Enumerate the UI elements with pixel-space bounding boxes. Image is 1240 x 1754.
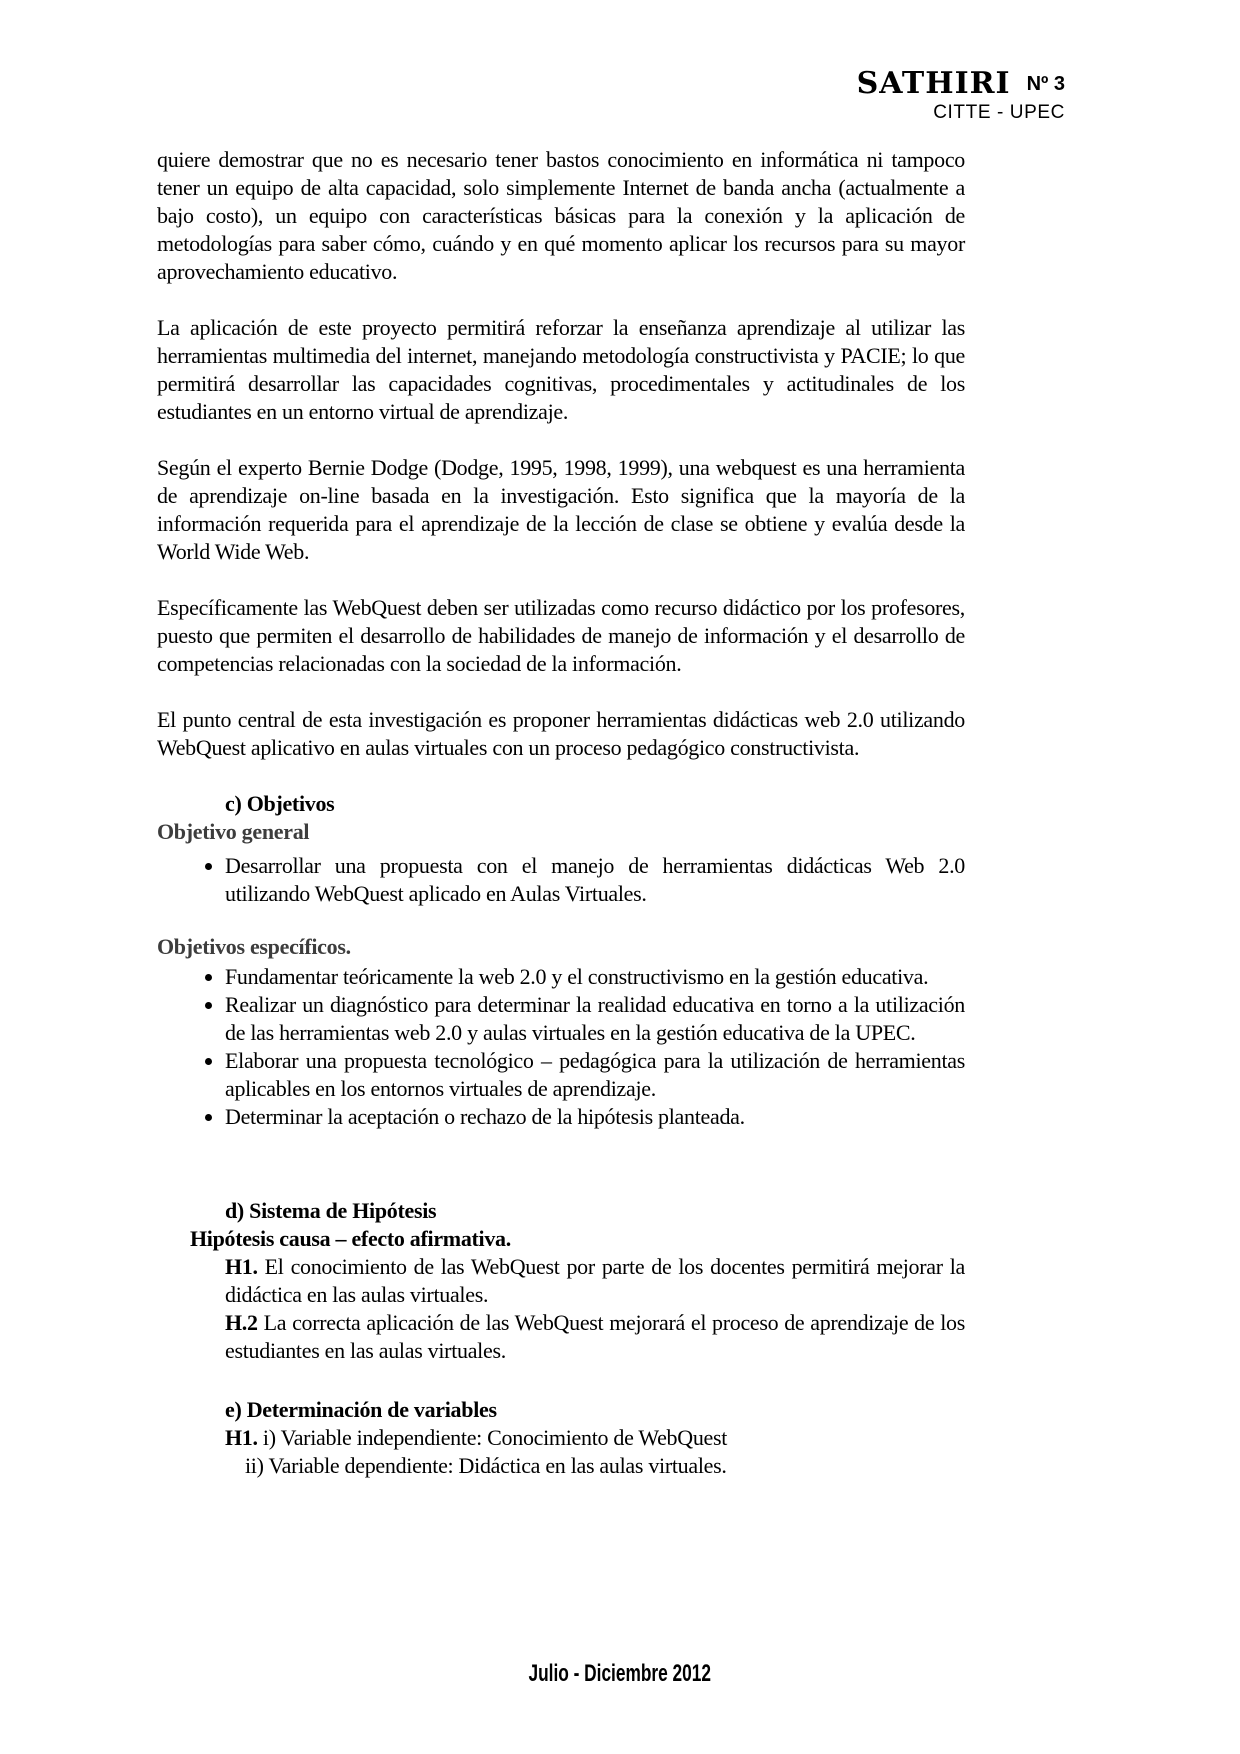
body-paragraph: El punto central de esta investigación es proponer herramientas didácticas web 2.0 utilizando WebQuest aplicativo en aulas virtuales con un proceso pedagógico constructivista. (157, 707, 965, 760)
journal-issue-number: Nº 3 (1026, 73, 1065, 95)
hypothesis-h1-text: El conocimiento de las WebQuest por parte de los docentes permitirá mejorar la didáctica en las aulas virtuales. (225, 1254, 965, 1307)
subheading-objetivo-general: Objetivo general (157, 819, 310, 844)
body-paragraph: quiere demostrar que no es necesario tener bastos conocimiento en informática ni tampoco tener un equipo de alta capacidad, solo simplemente Internet de banda ancha (actualmente a bajo costo), un equipo con características básicas para la conexión y la aplicación de metodologías para saber cómo, cuándo y en qué momento aplicar los recursos para su mayor aprovechamiento educativo. (157, 147, 965, 284)
section-heading-hipotesis: d) Sistema de Hipótesis (225, 1198, 437, 1223)
objective-general-list (157, 852, 965, 908)
hypothesis-h2-text: La correcta aplicación de las WebQuest mejorará el proceso de aprendizaje de los estudiantes en las aulas virtuales. (225, 1310, 965, 1363)
body-paragraph: Específicamente las WebQuest deben ser utilizadas como recurso didáctico por los profesores, puesto que permiten el desarrollo de habilidades de manejo de información y el desarrollo de competencias relacionadas con la sociedad de la información. (157, 595, 965, 676)
page-footer (0, 1660, 1240, 1688)
list-item: • Desarrollar una propuesta con el manejo de herramientas didácticas Web 2.0 utilizando WebQuest aplicado en Aulas Virtuales. (225, 852, 965, 908)
page-header (857, 66, 1065, 124)
hypothesis-h1-label: H1. (225, 1254, 258, 1279)
hypothesis-h1 (225, 1253, 965, 1309)
body-paragraph: La aplicación de este proyecto permitirá reforzar la enseñanza aprendizaje al utilizar las herramientas multimedia del internet, manejando metodología constructivista y PACIE; lo que permitirá desarrollar las capacidades cognitivas, procedimentales y actitudinales de los estudiantes en un entorno virtual de aprendizaje. (157, 315, 965, 424)
variable-h1-label: H1. (225, 1425, 258, 1450)
document-body (157, 146, 965, 1480)
journal-title-line (857, 66, 1065, 101)
body-paragraph: Según el experto Bernie Dodge (Dodge, 1995, 1998, 1999), una webquest es una herramienta de aprendizaje on-line basada en la investigación. Esto significa que la mayoría de la información requerida para el aprendizaje de la lección de clase se obtiene y evalúa desde la World Wide Web. (157, 455, 965, 564)
organization-name: CITTE - UPEC (933, 102, 1065, 123)
variable-dependiente-text: ii) Variable dependiente: Didáctica en las aulas virtuales. (245, 1453, 727, 1478)
variable-independiente-text: i) Variable independiente: Conocimiento de WebQuest (262, 1425, 728, 1450)
variable-dependiente-line (245, 1452, 965, 1480)
subheading-hipotesis-causa-efecto: Hipótesis causa – efecto afirmativa. (190, 1226, 511, 1251)
hypothesis-h2-label: H.2 (225, 1310, 258, 1335)
journal-name: SATHIRI (856, 66, 1011, 101)
subheading-objetivos-especificos: Objetivos específicos. (157, 934, 351, 959)
hypothesis-h2 (225, 1309, 965, 1365)
section-heading-objetivos: c) Objetivos (225, 791, 335, 816)
section-heading-variables: e) Determinación de variables (225, 1397, 497, 1422)
footer-issue-period: Julio - Diciembre 2012 (528, 1660, 712, 1687)
list-item: • Determinar la aceptación o rechazo de la hipótesis planteada. (225, 1103, 965, 1131)
objective-specific-list (157, 963, 965, 1131)
list-item: • Fundamentar teóricamente la web 2.0 y el constructivismo en la gestión educativa. (225, 963, 965, 991)
list-item: • Realizar un diagnóstico para determinar la realidad educativa en torno a la utilización de las herramientas web 2.0 y aulas virtuales en la gestión educativa de la UPEC. (225, 991, 965, 1047)
variable-independiente-line (225, 1424, 965, 1452)
list-item: • Elaborar una propuesta tecnológico – pedagógica para la utilización de herramientas aplicables en los entornos virtuales de aprendizaje. (225, 1047, 965, 1103)
